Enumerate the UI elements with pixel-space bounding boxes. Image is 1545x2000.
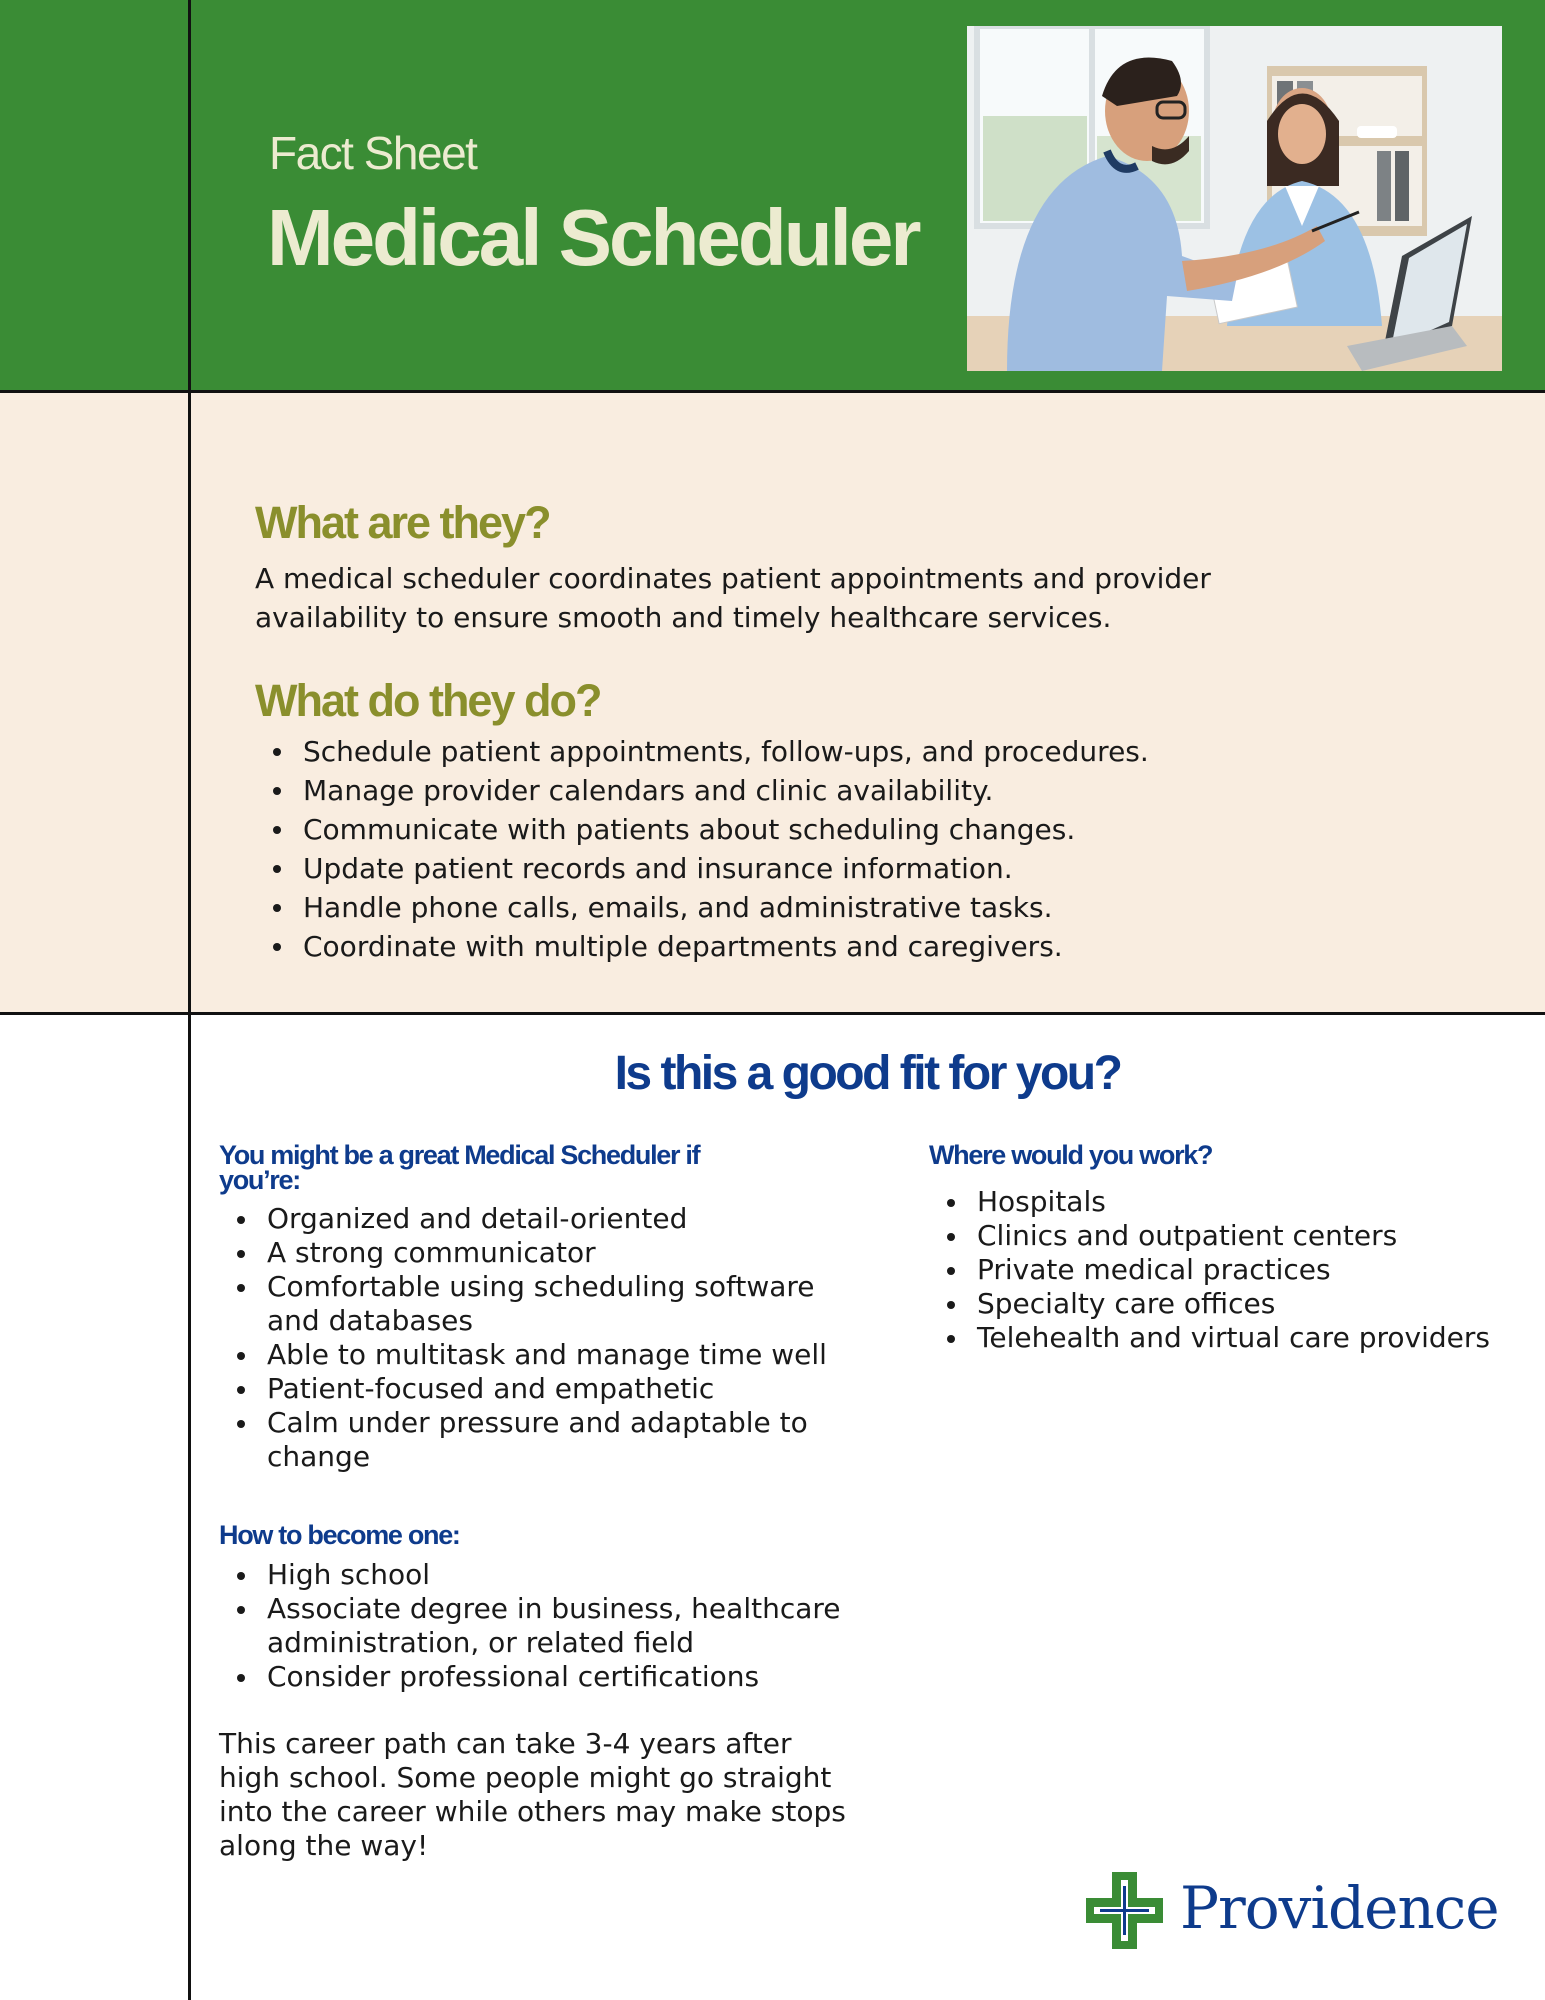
divider-top <box>0 390 1545 393</box>
page-title: Medical Scheduler <box>267 193 919 282</box>
providence-cross-icon <box>1086 1872 1163 1949</box>
list-item: Update patient records and insurance information. <box>255 849 1255 888</box>
great-scheduler-heading-line-2: you’re: <box>219 1165 300 1195</box>
list-item: Able to multitask and manage time well <box>219 1338 859 1372</box>
what-are-they-line-2: availability to ensure smooth and timely healthcare services. <box>255 601 1112 634</box>
providence-wordmark: Providence <box>1180 1874 1499 1942</box>
list-item: High school <box>219 1558 859 1592</box>
what-do-they-do-heading: What do they do? <box>255 675 601 726</box>
header-banner <box>0 0 1545 392</box>
providence-logo <box>1086 1872 1499 1952</box>
list-item: Manage provider calendars and clinic availability. <box>255 771 1255 810</box>
traits-list <box>219 1202 859 1474</box>
list-item: Coordinate with multiple departments and caregivers. <box>255 927 1255 966</box>
education-list <box>219 1558 859 1694</box>
list-item: Specialty care offices <box>929 1287 1529 1321</box>
list-item: A strong communicator <box>219 1236 859 1270</box>
list-item: Private medical practices <box>929 1253 1529 1287</box>
how-to-become-heading: How to become one: <box>219 1520 460 1550</box>
great-scheduler-heading-line-1: You might be a great Medical Scheduler if <box>219 1140 700 1170</box>
list-item: Hospitals <box>929 1185 1529 1219</box>
duties-list <box>255 732 1255 966</box>
list-item: Comfortable using scheduling software and databases <box>219 1270 859 1338</box>
list-item: Calm under pressure and adaptable to change <box>219 1406 859 1474</box>
list-item: Handle phone calls, emails, and administrative tasks. <box>255 888 1255 927</box>
list-item: Communicate with patients about scheduling changes. <box>255 810 1255 849</box>
divider-middle <box>0 1012 1545 1015</box>
list-item: Patient-focused and empathetic <box>219 1372 859 1406</box>
what-are-they-line-1: A medical scheduler coordinates patient appointments and provider <box>255 562 1211 595</box>
header-photo <box>967 26 1502 371</box>
fact-sheet-label: Fact Sheet <box>269 127 477 179</box>
list-item: Consider professional certifications <box>219 1660 859 1694</box>
list-item: Clinics and outpatient centers <box>929 1219 1529 1253</box>
list-item: Associate degree in business, healthcare administration, or related field <box>219 1592 859 1660</box>
where-work-heading: Where would you work? <box>929 1140 1213 1170</box>
divider-vertical <box>188 0 191 2000</box>
list-item: Organized and detail-oriented <box>219 1202 859 1236</box>
what-are-they-heading: What are they? <box>255 497 550 548</box>
workplaces-list <box>929 1185 1529 1355</box>
list-item: Telehealth and virtual care providers <box>929 1321 1529 1355</box>
career-path-note: This career path can take 3-4 years after high school. Some people might go straight into the career while others may make stops along the way! <box>219 1727 846 1862</box>
good-fit-heading: Is this a good fit for you? <box>614 1047 1121 1100</box>
list-item: Schedule patient appointments, follow-ups, and procedures. <box>255 732 1255 771</box>
